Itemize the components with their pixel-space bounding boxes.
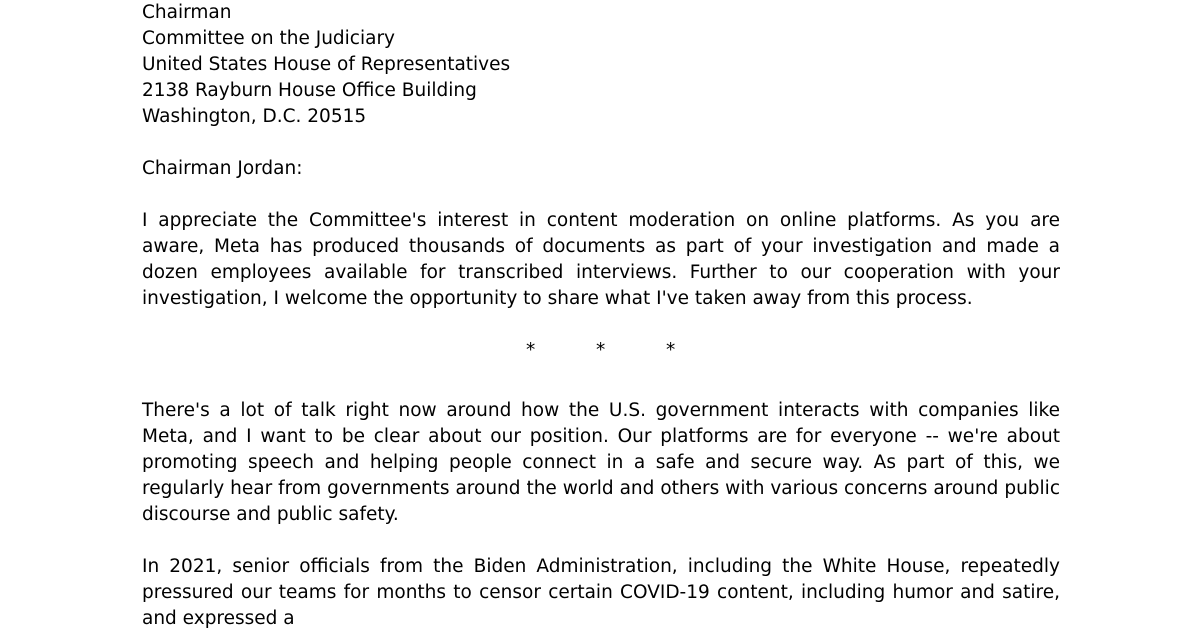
- separator-asterisk: *: [596, 340, 606, 361]
- paragraph: I appreciate the Committee's interest in content moderation on online platforms. As you are aware, Meta has produced thousands of documents as part of your investigation and made a dozen employees available for transcribed interviews. Further to our cooperation with your investigation, I welcome the opportunity to share what I've taken away from this process.: [142, 210, 1060, 309]
- recipient-address: [142, 0, 1060, 130]
- section-separator: [142, 338, 1060, 364]
- letter-body: [142, 0, 1060, 629]
- address-line: Chairman: [142, 2, 232, 23]
- separator-asterisk: *: [526, 340, 536, 361]
- address-line: 2138 Rayburn House Office Building: [142, 80, 477, 101]
- salutation: Chairman Jordan:: [142, 158, 303, 179]
- address-line: Committee on the Judiciary: [142, 28, 396, 49]
- address-line: United States House of Representatives: [142, 54, 511, 75]
- paragraph: In 2021, senior officials from the Biden Administration, including the White House, repeatedly pressured our teams for months to censor certain COVID-19 content, including humor and satire, and expressed a: [142, 556, 1060, 629]
- separator-asterisk: *: [666, 340, 676, 361]
- paragraph: There's a lot of talk right now around how the U.S. government interacts with companies like Meta, and I want to be clear about our position. Our platforms are for everyone -- we're about promoting speech and helping people connect in a safe and secure way. As part of this, we regularly hear from governments around the world and others with various concerns around public discourse and public safety.: [142, 400, 1060, 525]
- address-line: Washington, D.C. 20515: [142, 106, 367, 127]
